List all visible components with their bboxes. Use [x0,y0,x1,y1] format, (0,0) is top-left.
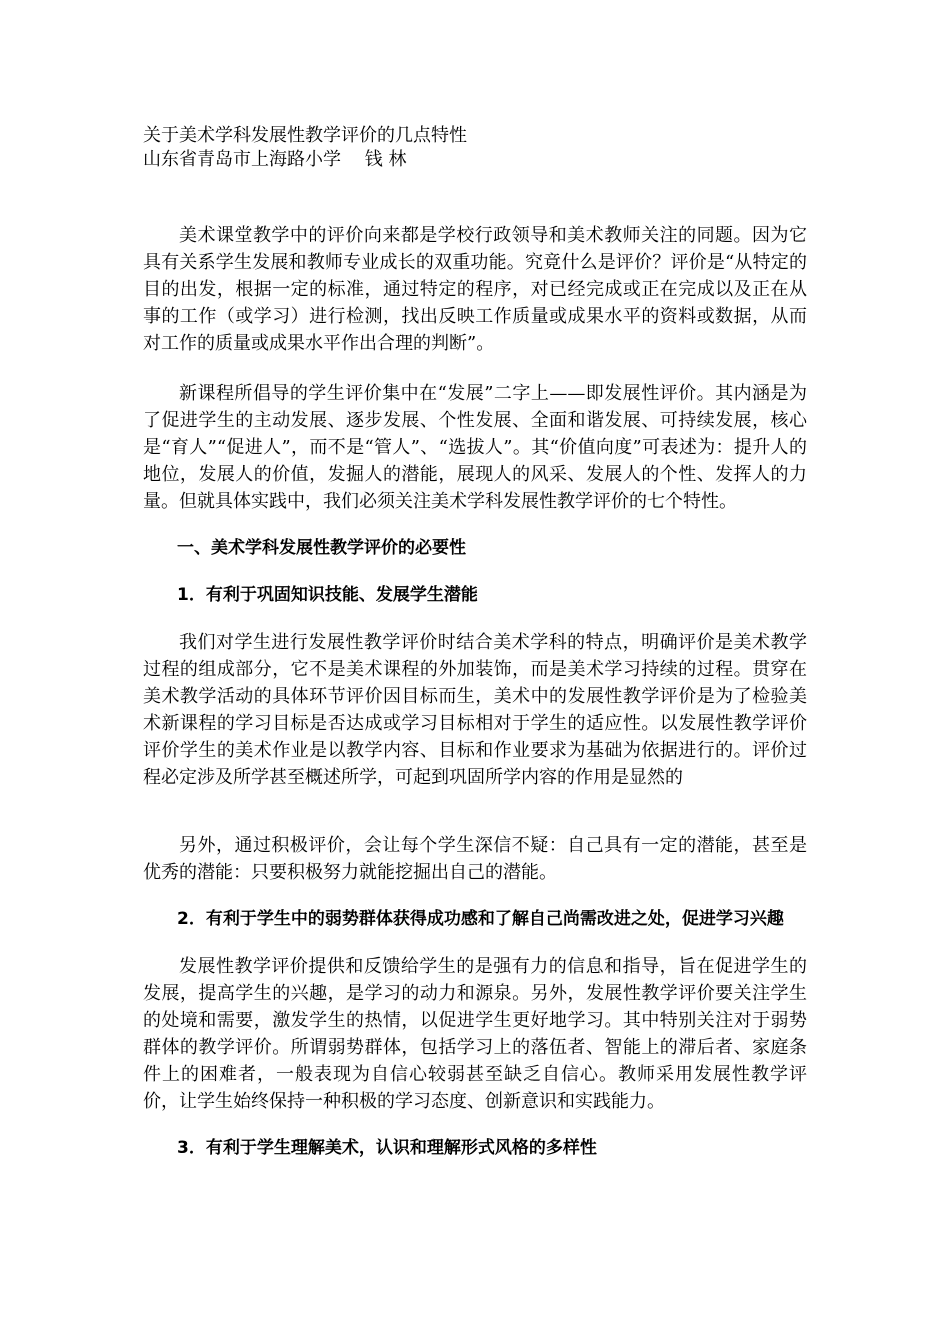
intro-paragraph-2: 新课程所倡导的学生评价集中在“发展”二字上——即发展性评价。其内涵是为了促进学生的主动发展、逐步发展、个性发展、全面和谐发展、可持续发展，核心是“育人”“促进人”，而不是“管人”、“选拔人”。其“价值向度”可表述为：提升人的地位，发展人的价值，发掘人的潜能，展现人的风采、发展人的个性、发挥人的力量。但就具体实践中，我们必须关注美术学科发展性教学评价的七个特性。 [143,383,807,512]
document-title: 关于美术学科发展性教学评价的几点特性 [143,125,467,146]
subsection-heading-1: 1．有利于巩固知识技能、发展学生潜能 [177,585,478,605]
subsection-1-paragraph-2: 另外，通过积极评价，会让每个学生深信不疑：自己具有一定的潜能，甚至是优秀的潜能：只要积极努力就能挖掘出自己的潜能。 [143,835,807,883]
subsection-2-paragraph: 发展性教学评价提供和反馈给学生的是强有力的信息和指导，旨在促进学生的发展，提高学生的兴趣，是学习的动力和源泉。另外，发展性教学评价要关注学生的处境和需要，激发学生的热情，以促进学生更好地学习。其中特别关注对于弱势群体的教学评价。所谓弱势群体，包括学习上的落伍者、智能上的滞后者、家庭条件上的困难者，一般表现为自信心较弱甚至缺乏自信心。教师采用发展性教学评价，让学生始终保持一种积极的学习态度、创新意识和实践能力。 [143,956,807,1112]
subsection-heading-3: 3．有利于学生理解美术，认识和理解形式风格的多样性 [177,1138,597,1158]
subsection-1-paragraph-1: 我们对学生进行发展性教学评价时结合美术学科的特点，明确评价是美术教学过程的组成部分，它不是美术课程的外加装饰，而是美术学习持续的过程。贯穿在美术教学活动的具体环节评价因目标而生，美术中的发展性教学评价是为了检验美术新课程的学习目标是否达成或学习目标相对于学生的适应性。以发展性教学评价评价学生的美术作业是以教学内容、目标和作业要求为基础为依据进行的。评价过程必定涉及所学甚至概述所学，可起到巩固所学内容的作用是显然的 [143,632,807,788]
intro-paragraph-1: 美术课堂教学中的评价向来都是学校行政领导和美术教师关注的同题。因为它具有关系学生发展和教师专业成长的双重功能。究竟什么是评价？评价是“从特定的目的出发，根据一定的标准，通过特定的程序，对已经完成或正在完成以及正在从事的工作（或学习）进行检测，找出反映工作质量或成果水平的资料或数据，从而对工作的质量或成果水平作出合理的判断”。 [143,225,807,354]
section-heading-1: 一、美术学科发展性教学评价的必要性 [177,538,466,558]
document-header [143,124,823,172]
author-line: 山东省青岛市上海路小学 钱 林 [143,149,407,170]
subsection-heading-2: 2．有利于学生中的弱势群体获得成功感和了解自己尚需改进之处，促进学习兴趣 [177,909,784,929]
document-body [143,222,807,1162]
